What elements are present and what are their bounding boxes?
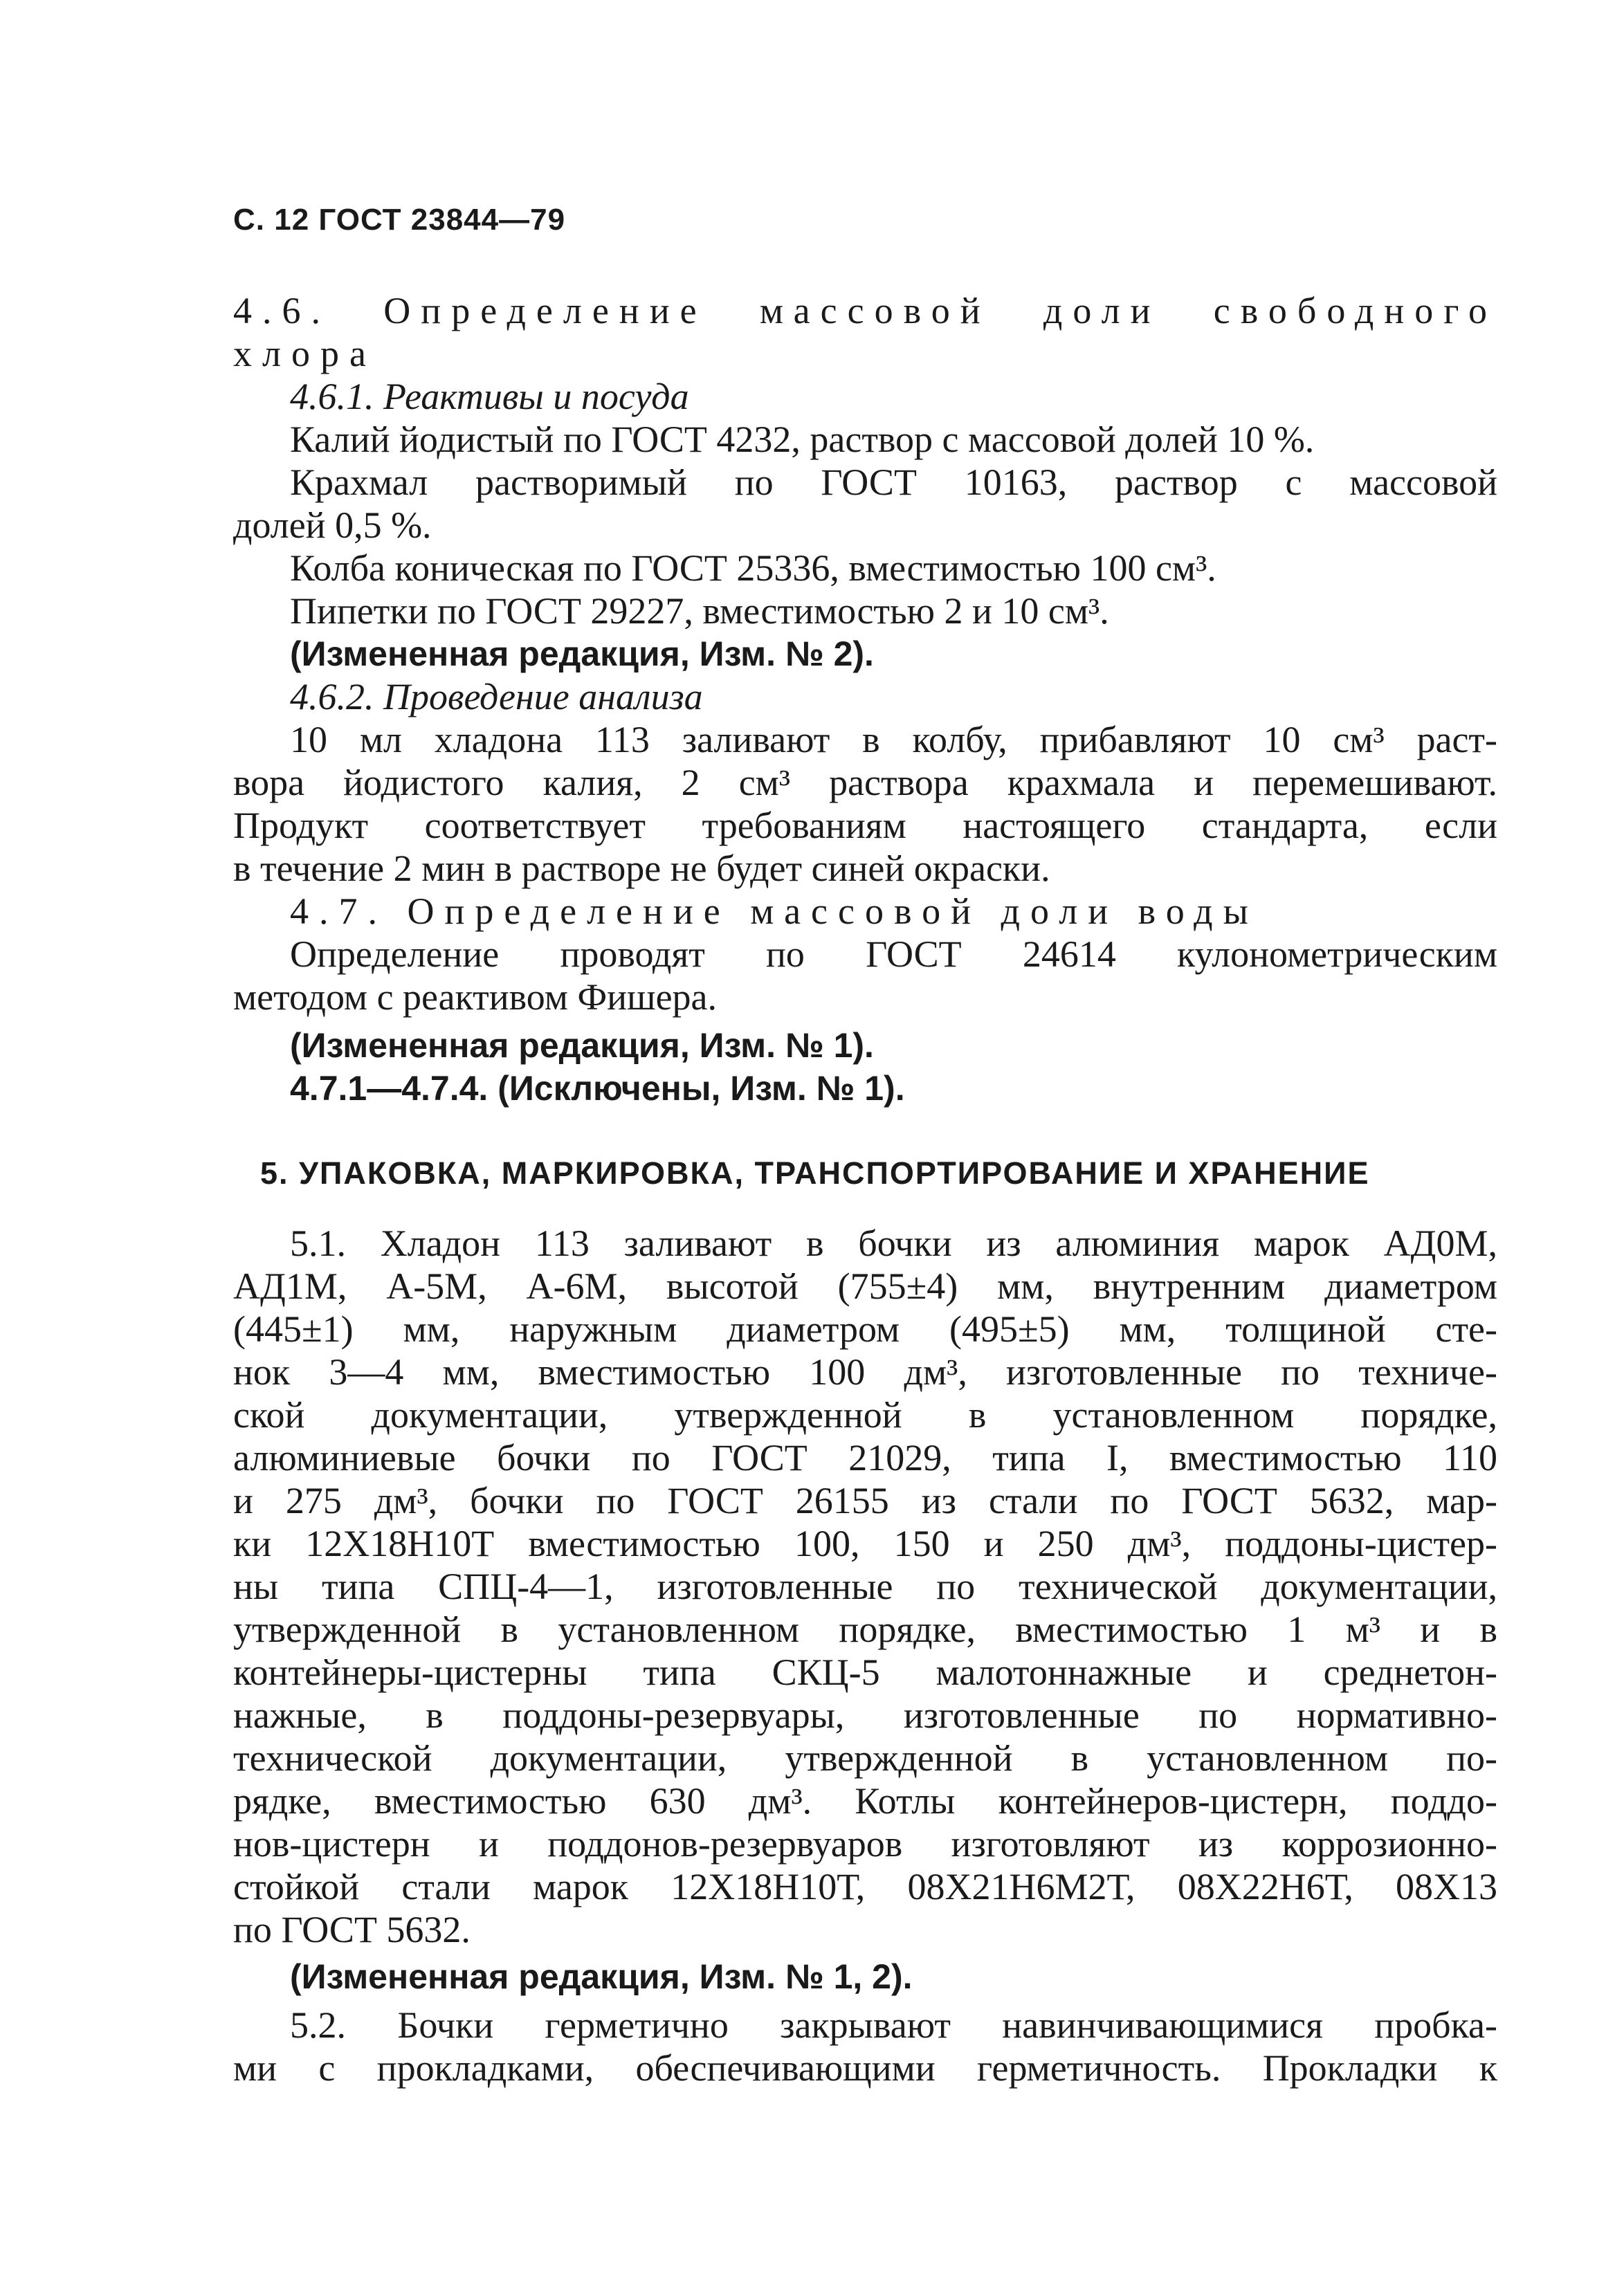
text-line: Колба коническая по ГОСТ 25336, вместимостью 100 см³. — [290, 547, 1216, 589]
text-line: Определение проводят по ГОСТ 24614 кулонометрическим — [290, 933, 1497, 975]
text-line: хлора — [233, 333, 376, 374]
text-line: рядке, вместимостью 630 дм³. Котлы контейнеров-цистерн, поддо- — [233, 1780, 1497, 1822]
text-line: ны типа СПЦ-4—1, изготовленные по технической документации, — [233, 1566, 1497, 1607]
text-line: Пипетки по ГОСТ 29227, вместимостью 2 и 10 см³. — [290, 590, 1109, 632]
text-line: (445±1) мм, наружным диаметром (495±5) мм, толщиной сте- — [233, 1308, 1497, 1350]
amendment-note: (Измененная редакция, Изм. № 1, 2). — [290, 1957, 913, 1996]
text-line: ки 12Х18Н10Т вместимостью 100, 150 и 250 дм³, поддоны-цистер- — [233, 1523, 1497, 1564]
text-line: нажные, в поддоны-резервуары, изготовленные по нормативно- — [233, 1694, 1497, 1736]
amendment-note: 4.7.1—4.7.4. (Исключены, Изм. № 1). — [290, 1069, 905, 1108]
text-line: долей 0,5 %. — [233, 504, 432, 546]
text-line: методом с реактивом Фишера. — [233, 976, 718, 1018]
amendment-note: (Измененная редакция, Изм. № 1). — [290, 1026, 874, 1065]
text-line: и 275 дм³, бочки по ГОСТ 26155 из стали по ГОСТ 5632, мар- — [233, 1480, 1497, 1521]
text-line: утвержденной в установленном порядке, вместимостью 1 м³ и в — [233, 1609, 1497, 1650]
text-line: в течение 2 мин в растворе не будет синей окраски. — [233, 848, 1050, 889]
text-line: стойкой стали марок 12Х18Н10Т, 08Х21Н6М2Т, 08Х22Н6Т, 08Х13 — [233, 1866, 1497, 1907]
text-line: контейнеры-цистерны типа СКЦ-5 малотоннажные и среднетон- — [233, 1651, 1497, 1693]
text-line: ми с прокладками, обеспечивающими герметичность. Прокладки к — [233, 2047, 1497, 2089]
text-line: по ГОСТ 5632. — [233, 1909, 471, 1950]
text-line: технической документации, утвержденной в установленном по- — [233, 1737, 1497, 1779]
text-line: нок 3—4 мм, вместимостью 100 дм³, изготовленные по техниче- — [233, 1351, 1497, 1393]
text-line: нов-цистерн и поддонов-резервуаров изготовляют из коррозионно- — [233, 1823, 1497, 1865]
section-title: 5. УПАКОВКА, МАРКИРОВКА, ТРАНСПОРТИРОВАНИЕ И ХРАНЕНИЕ — [260, 1155, 1370, 1191]
text-line: алюминиевые бочки по ГОСТ 21029, типа I, вместимостью 110 — [233, 1437, 1497, 1479]
subheading: 4.6.1. Реактивы и посуда — [290, 376, 689, 417]
subheading: 4.7. Определение массовой доли воды — [290, 890, 1259, 932]
page-header: С. 12 ГОСТ 23844—79 — [233, 203, 566, 237]
text-line: 5.1. Хладон 113 заливают в бочки из алюминия марок АД0М, — [290, 1223, 1497, 1264]
subheading: 4.6.2. Проведение анализа — [290, 676, 703, 717]
text-line: ской документации, утвержденной в установленном порядке, — [233, 1394, 1497, 1436]
text-line: Крахмал растворимый по ГОСТ 10163, раствор с массовой — [290, 461, 1497, 503]
text-line: вора йодистого калия, 2 см³ раствора крахмала и перемешивают. — [233, 762, 1497, 803]
text-line: 4.6. Определение массовой доли свободного — [233, 290, 1497, 331]
text-line: 5.2. Бочки герметично закрывают навинчивающимися пробка- — [290, 2004, 1497, 2046]
text-line: АД1М, А-5М, А-6М, высотой (755±4) мм, внутренним диаметром — [233, 1265, 1497, 1307]
amendment-note: (Измененная редакция, Изм. № 2). — [290, 634, 874, 673]
text-line: 10 мл хладона 113 заливают в колбу, прибавляют 10 см³ раст- — [290, 719, 1497, 760]
text-line: Калий йодистый по ГОСТ 4232, раствор с массовой долей 10 %. — [290, 419, 1315, 460]
text-line: Продукт соответствует требованиям настоящего стандарта, если — [233, 805, 1497, 846]
